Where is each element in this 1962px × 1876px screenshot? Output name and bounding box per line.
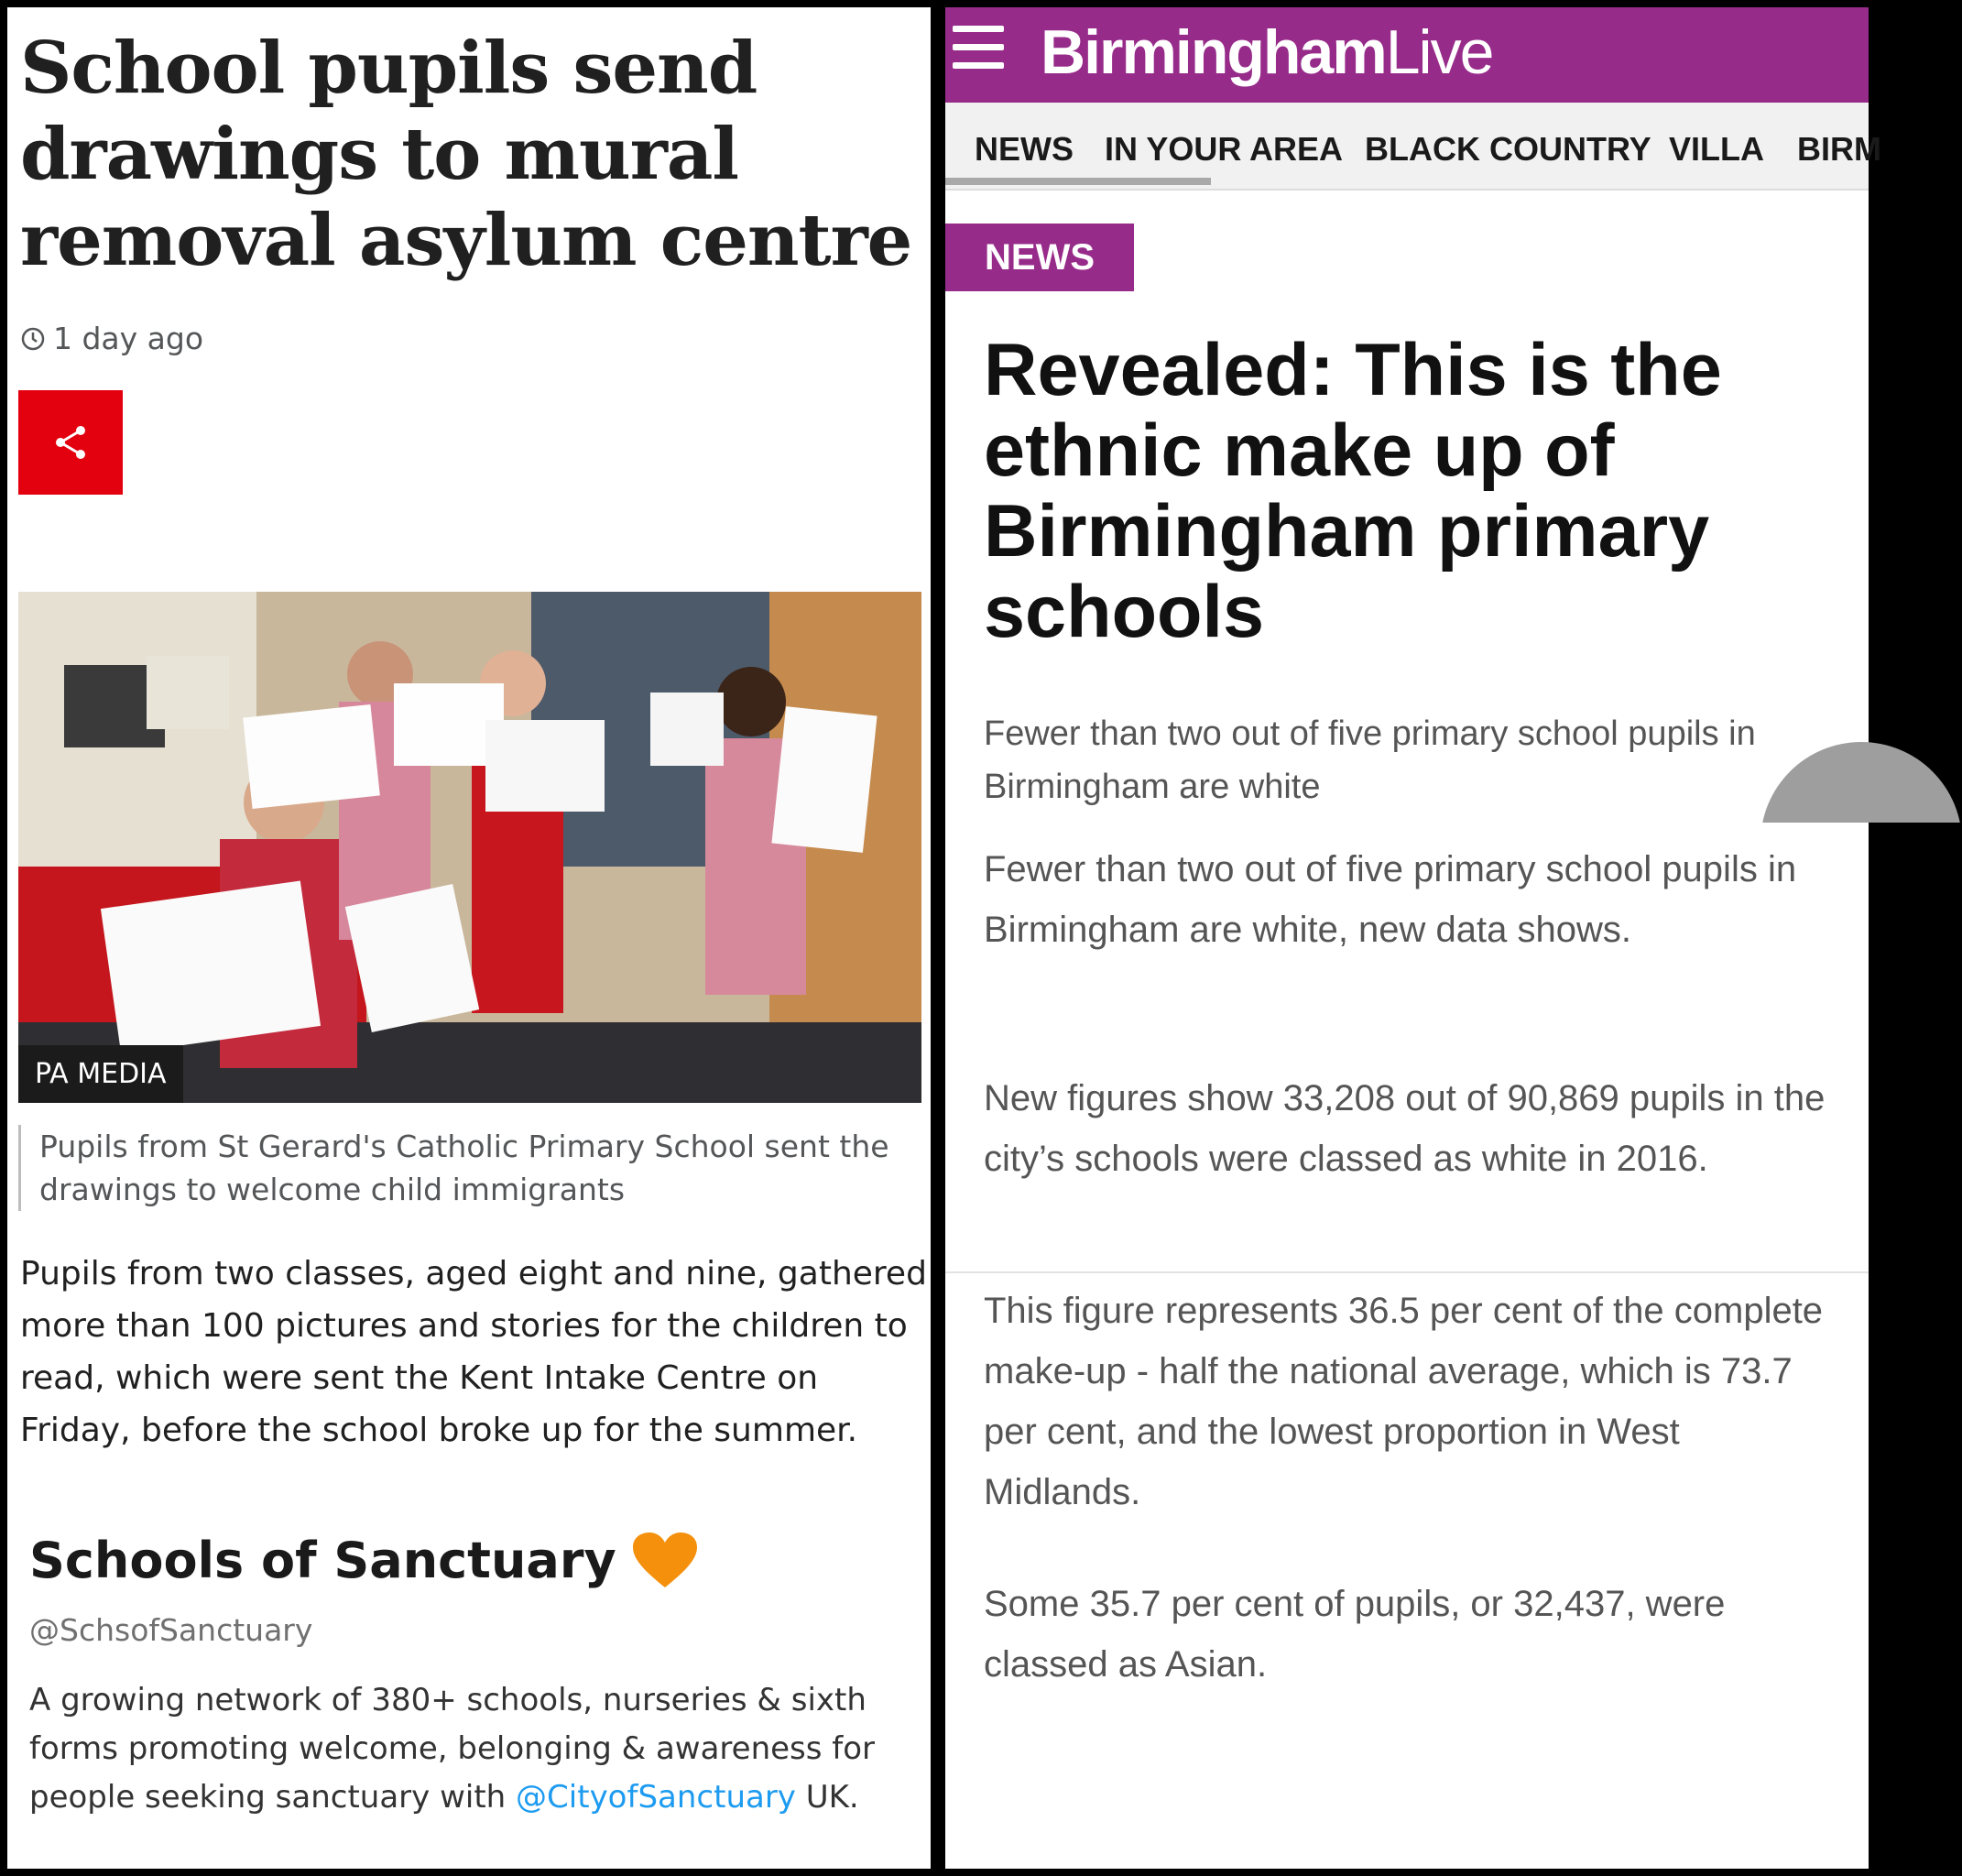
- tweet-bio: [29, 1676, 936, 1822]
- article-paragraph-2: New figures show 33,208 out of 90,869 pupils in the city’s schools were classed as white in 2016.: [984, 1078, 1826, 1179]
- nav-item-black-country[interactable]: BLACK COUNTRY: [1365, 130, 1651, 168]
- section-badge[interactable]: NEWS: [945, 224, 1134, 291]
- article-photo: [18, 592, 921, 1103]
- site-header: [945, 7, 1869, 103]
- article-paragraph-4: Some 35.7 per cent of pupils, or 32,437, were classed as Asian.: [984, 1584, 1726, 1685]
- article-headline: Revealed: This is the ethnic make up of Birmingham primary schools: [984, 329, 1722, 653]
- nav-item-in-your-area[interactable]: IN YOUR AREA: [1105, 130, 1344, 168]
- photo-caption: Pupils from St Gerard's Catholic Primary School sent the drawings to welcome child immigrants: [18, 1125, 921, 1211]
- tweet-handle[interactable]: @SchsofSanctuary: [29, 1612, 313, 1648]
- photo-credit: PA MEDIA: [18, 1045, 183, 1103]
- photo-illustration: [18, 592, 921, 1103]
- embedded-tweet-name[interactable]: [29, 1532, 697, 1589]
- timestamp: [20, 321, 203, 356]
- site-logo[interactable]: [1041, 11, 1492, 93]
- clock-icon: [20, 326, 46, 352]
- orange-heart-icon: [633, 1532, 697, 1589]
- tweet-bio-mention-link[interactable]: @CityofSanctuary: [516, 1779, 796, 1816]
- hamburger-menu-icon[interactable]: [953, 26, 1004, 75]
- nav-item-villa[interactable]: VILLA: [1669, 130, 1764, 168]
- article-paragraph-1: Fewer than two out of five primary school pupils in Birmingham are white, new data shows.: [984, 849, 1797, 950]
- right-article-panel: [945, 7, 1881, 1869]
- share-button[interactable]: [18, 390, 123, 495]
- tweet-bio-text: A growing network of 380+ schools, nurseries & sixth forms promoting welcome, belonging & awareness for people seeking sanctuary with: [29, 1682, 876, 1816]
- nav-item-news[interactable]: NEWS: [975, 130, 1074, 168]
- article-headline: School pupils send drawings to mural removal asylum centre: [20, 27, 912, 282]
- article-body-paragraph: Pupils from two classes, aged eight and nine, gathered more than 100 pictures and stories for the children to read, which were sent the Kent Intake Centre on Friday, before the school broke up for the summer.: [20, 1255, 927, 1449]
- nav-scroll-indicator: [945, 178, 1211, 185]
- nav-item-birm[interactable]: BIRM: [1797, 130, 1881, 168]
- article-standfirst: Fewer than two out of five primary school pupils in Birmingham are white: [984, 714, 1756, 806]
- logo-light: Live: [1385, 17, 1493, 87]
- logo-bold: Birmingham: [1041, 17, 1386, 87]
- divider: [945, 1271, 1869, 1273]
- share-icon: [50, 422, 91, 463]
- timestamp-text: 1 day ago: [53, 321, 204, 356]
- tweet-bio-text-end: UK.: [795, 1779, 859, 1816]
- tweet-account-name: Schools of Sanctuary: [29, 1532, 616, 1589]
- left-article-panel: [7, 7, 931, 1869]
- article-paragraph-3: This figure represents 36.5 per cent of the complete make-up - half the national average, which is 73.7 per cent, and the lowest proportion in West Midlands.: [984, 1291, 1824, 1512]
